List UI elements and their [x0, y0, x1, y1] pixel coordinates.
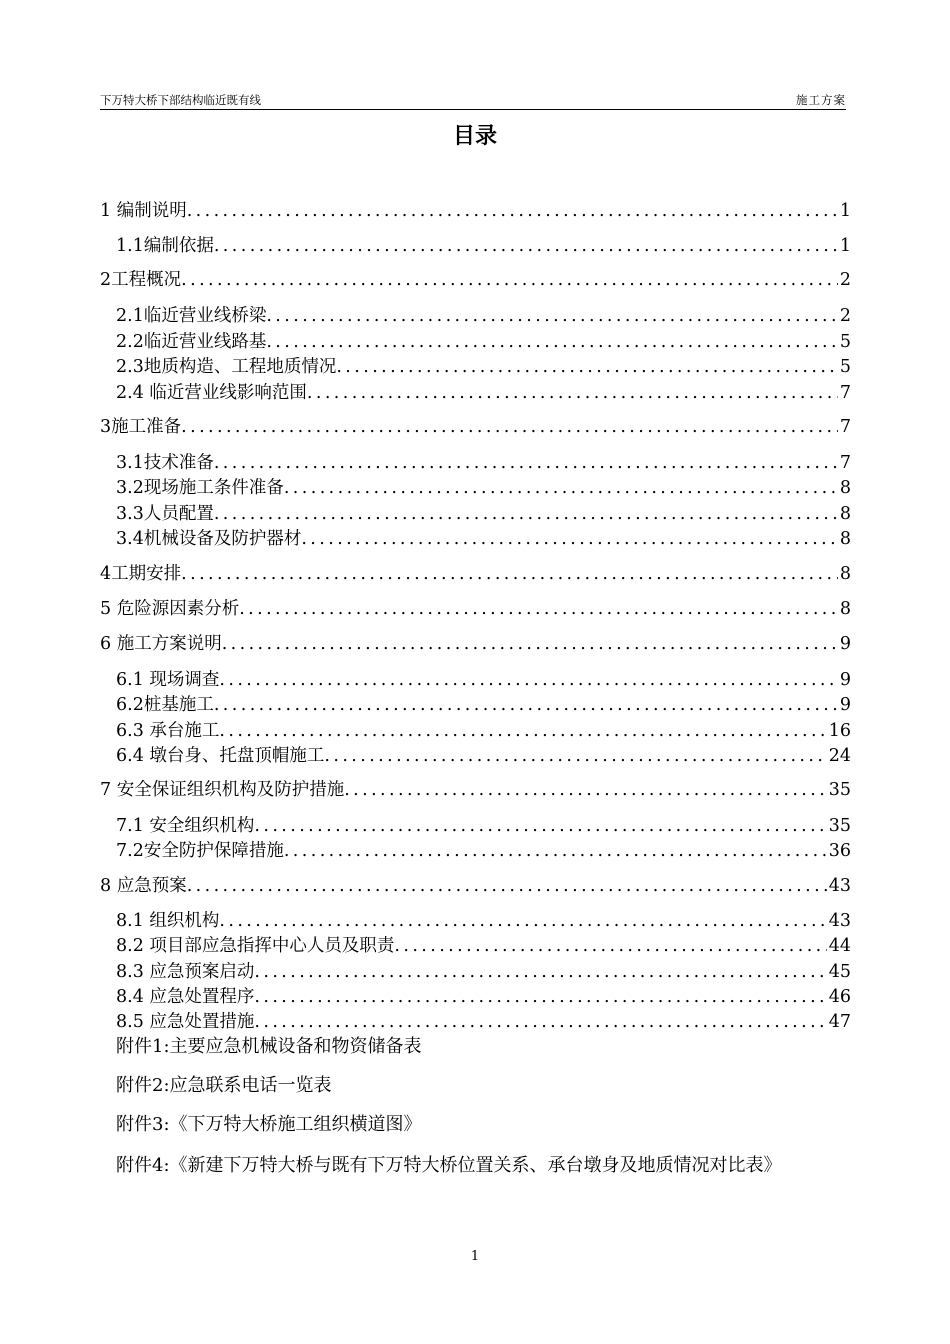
appendix-1: 附件1:主要应急机械设备和物资储备表 — [116, 1036, 422, 1057]
toc-entry-6[interactable]: 6 施工方案说明 ..... 9 — [100, 631, 851, 657]
page-number: 1 — [470, 1249, 480, 1264]
toc-entry-1[interactable]: 1 编制说明 ..... 1 — [100, 198, 851, 224]
page-title: 目录 — [452, 124, 497, 149]
toc-entry-2-2[interactable]: 2.2临近营业线路基 ..... 5 — [116, 329, 851, 355]
toc-entry-2[interactable]: 2工程概况 ..... 2 — [100, 267, 851, 293]
toc-entry-3-4[interactable]: 3.4机械设备及防护器材 ..... 8 — [116, 526, 851, 552]
page-header — [100, 92, 846, 110]
toc-entry-3-1[interactable]: 3.1技术准备 ..... 7 — [116, 450, 851, 476]
toc-entry-7-2[interactable]: 7.2安全防护保障措施 ..... 36 — [116, 838, 851, 864]
appendix-3: 附件3:《下万特大桥施工组织横道图》 — [116, 1114, 422, 1135]
header-right-text: 施工方案 — [796, 93, 846, 107]
toc-entry-6-3[interactable]: 6.3 承台施工 ..... 16 — [116, 718, 851, 744]
toc-entry-2-1[interactable]: 2.1临近营业线桥梁 ..... 2 — [116, 303, 851, 329]
toc-entry-6-2[interactable]: 6.2桩基施工 ..... 9 — [116, 692, 851, 718]
toc-entry-8-2[interactable]: 8.2 项目部应急指挥中心人员及职责 ..... 44 — [116, 933, 851, 959]
toc-entry-7-1[interactable]: 7.1 安全组织机构 ..... 35 — [116, 813, 851, 839]
toc-entry-8-1[interactable]: 8.1 组织机构 ..... 43 — [116, 908, 851, 934]
toc-entry-8-4[interactable]: 8.4 应急处置程序 ..... 46 — [116, 984, 851, 1010]
header-left-text: 下万特大桥下部结构临近既有线 — [100, 93, 261, 107]
toc-entry-8-5[interactable]: 8.5 应急处置措施 ..... 47 — [116, 1009, 851, 1035]
toc-entry-3[interactable]: 3施工准备 ..... 7 — [100, 414, 851, 440]
toc-entry-5[interactable]: 5 危险源因素分析 ..... 8 — [100, 596, 851, 622]
appendix-4: 附件4:《新建下万特大桥与既有下万特大桥位置关系、承台墩身及地质情况对比表》 — [116, 1155, 782, 1176]
toc-entry-7[interactable]: 7 安全保证组织机构及防护措施 ..... 35 — [100, 777, 851, 803]
toc-entry-6-1[interactable]: 6.1 现场调查 ..... 9 — [116, 667, 851, 693]
toc-entry-2-4[interactable]: 2.4 临近营业线影响范围 ..... 7 — [116, 380, 851, 406]
toc-entry-1-1[interactable]: 1.1编制依据 ..... 1 — [116, 233, 851, 259]
toc-entry-4[interactable]: 4工期安排 ..... 8 — [100, 561, 851, 587]
toc-entry-3-2[interactable]: 3.2现场施工条件准备 ..... 8 — [116, 475, 851, 501]
toc-entry-3-3[interactable]: 3.3人员配置 ..... 8 — [116, 501, 851, 527]
toc-entry-8[interactable]: 8 应急预案 ..... 43 — [100, 873, 851, 899]
toc-entry-8-3[interactable]: 8.3 应急预案启动 ..... 45 — [116, 959, 851, 985]
appendix-2: 附件2:应急联系电话一览表 — [116, 1075, 332, 1096]
toc-entry-2-3[interactable]: 2.3地质构造、工程地质情况 ..... 5 — [116, 354, 851, 380]
toc-entry-6-4[interactable]: 6.4 墩台身、托盘顶帽施工 ..... 24 — [116, 743, 851, 769]
